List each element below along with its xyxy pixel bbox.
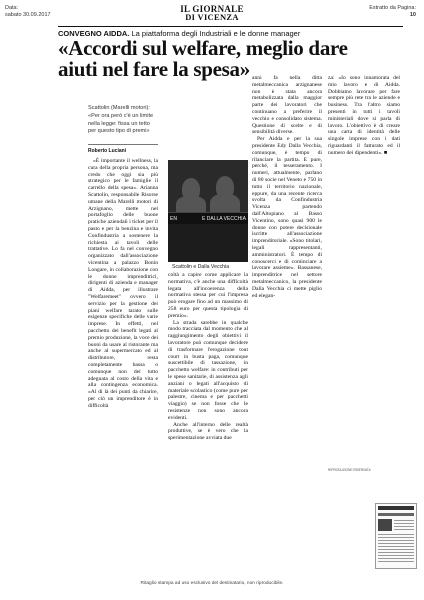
thumb-photo — [378, 519, 392, 531]
thumb-line — [394, 523, 414, 524]
article-column-2 — [168, 272, 248, 442]
col2-paragraph: coltà a capire come applicare la normativa, c'è anche una difficoltà legata all'incoerenza della normativa stessa per cui l'impresa può erogare fino ad un massimo di 258 euro per questa tipologia di premio». — [168, 272, 248, 319]
thumb-line — [378, 555, 414, 556]
thumb-line — [394, 520, 414, 521]
banner-text-right: E DALLA VECCHIA — [202, 216, 246, 222]
footer-notice: Ritaglio stampa ad uso esclusivo del destinatario, non riproducibile. — [140, 581, 284, 586]
copyright-credit: RIPRODUZIONE RISERVATA — [328, 468, 371, 472]
article-column-4 — [328, 75, 400, 157]
thumb-line — [378, 537, 414, 538]
photo-table — [168, 224, 248, 262]
col1-paragraph: «È importante il wellness, la cura della propria persona, ma credo che oggi sia più strategico per le famiglie il carrello della spesa». Arianna Scattolin, responsabile Risorse umane della Marelli motori di Arzignano, mette nel portafoglio delle buone pratiche aziendali i ticket per il pasto e per la benzina e invita Confindustria a sostenere la richiesta ai tavoli delle trattative. Lo fa nel convegno organizzato dall'associazione vicentina a palazzo Bonin Longare, in collaborazione con le donne imprenditrici, dirigenti di azienda e manager di Aidda, per illustrare "Welfaremeet" ovvero il servizio per la gestione dei piani welfare tarato sulle esigenze specifiche delle varie imprese. In effetti, nel pacchetto dei benefit legati al premio produzione, la voce dei buoni da usare al ristorante ma anche al supermercato ed al distributore, resta completamente bassa o comunque non del tutto adeguata al costo della vita e alla contingenza economica. «Al di là dei punti da chiarire, per ciò un imprenditore è in difficoltà — [88, 158, 158, 409]
thumb-line — [378, 558, 414, 559]
estratto-label: Estratto da Pagina: — [369, 5, 416, 11]
top-rule — [58, 26, 403, 27]
page-thumbnail — [375, 503, 417, 569]
thumb-line — [394, 526, 414, 527]
article-column-3 — [252, 75, 322, 299]
thumb-line — [378, 552, 414, 553]
photo-caption: Scattolin e Dalla Vecchia — [172, 264, 230, 270]
byline: Roberto Luciani — [88, 148, 127, 154]
article-column-1 — [88, 158, 158, 409]
sub-rule — [88, 144, 158, 145]
col2-paragraph: Anche all'interno delle realtà produttive, se è vero che la sperimentazione avviata due — [168, 421, 248, 442]
thumb-line — [378, 540, 414, 541]
subheadline: Scattolin (Marelli motori): «Per ora però c'è un limite nella legge: fissa un tetto per questo tipo di premi» — [88, 105, 154, 135]
article-title: «Accordi sul welfare, meglio dare aiuti nel fare la spesa» — [58, 36, 348, 81]
thumb-line — [378, 549, 414, 550]
thumb-masthead — [378, 506, 414, 510]
thumb-line — [378, 543, 414, 544]
kicker-rest: La piattaforma degli Industriali e le donne manager — [129, 29, 301, 38]
thumb-line — [394, 529, 414, 530]
article-photo — [168, 160, 248, 262]
date-label: Data: — [5, 5, 19, 11]
banner-text-left: EN — [170, 216, 177, 222]
masthead-line1: IL GIORNALE — [180, 4, 244, 14]
kicker-bold: CONVEGNO AIDDA. — [58, 29, 130, 38]
col4-paragraph: za: «Io sono innamorata del mio lavoro e di Aidda. Dobbiamo lavorare per fare sempre più rete tra le aziende e business. Tra l'altro siamo presenti in tutti i tavoli ministeriali dove si parla di lavoro. L'obiettivo è di creare una carta di identità delle singole imprese con i dati riguardanti il fatturato ed il numero dei dipendenti». ■ — [328, 75, 400, 156]
thumb-line — [378, 534, 414, 535]
newspaper-masthead — [150, 5, 274, 21]
col3-paragraph: anni fa nella ditta metalmeccanica arzignanese non è stata ancora metabolizzata dalla maggior parte dei lavoratori che continuano a preferire il vecchio e consolidato sistema. Questione di scelte e di sensibilità diverse. — [252, 75, 322, 136]
issue-date: sabato 30.09.2017 — [5, 12, 51, 18]
col3-paragraph: Per Aidda e per la sua presidente Edy Dalla Vecchia, comunque, è tempo di rilanciare la partita. E pure, perché, il tesseramento. I numeri, attualmente, parlano di 80 socie nel Veneto e 750 in tutto il territorio nazionale, eppure, da una recente ricerca svolta da Confindustria Vicenza partendo dall'Altopiano al Basso Vicentino, sono quasi 900 le donne con potere decisionale iscritte all'associazione imprenditoriale. «Sono titolari, legali rappresentanti, amministratori. È tempo di conoscerci e di cominciare a lavorare assieme». Bassanese, imprenditrice nel settore metalmeccanico, la presidente Dalla Vecchia ci mette piglio ed elegan- — [252, 136, 322, 299]
page-number: 10 — [409, 12, 416, 18]
thumb-headline — [378, 513, 414, 516]
thumb-line — [378, 561, 414, 562]
thumb-line — [378, 546, 414, 547]
masthead-line2: DI VICENZA — [185, 12, 239, 22]
col2-paragraph: La strada sarebbe in qualche modo tracciata dal momento che al raggiungimento degli obiettivi il lavoratore può comunque decidere di trasformare l'erogazione tout court in busta paga, comunque suscettibile di tassazione, in pacchetto welfare: in contributi per le spese sanitarie, di assistenza agli anziani o legati all'acquisto di materiale scolastico (come pure per palestre, cinema e per pacchetti viaggio) se non fosse che le resistenze non sono ancora evidenti. — [168, 319, 248, 421]
